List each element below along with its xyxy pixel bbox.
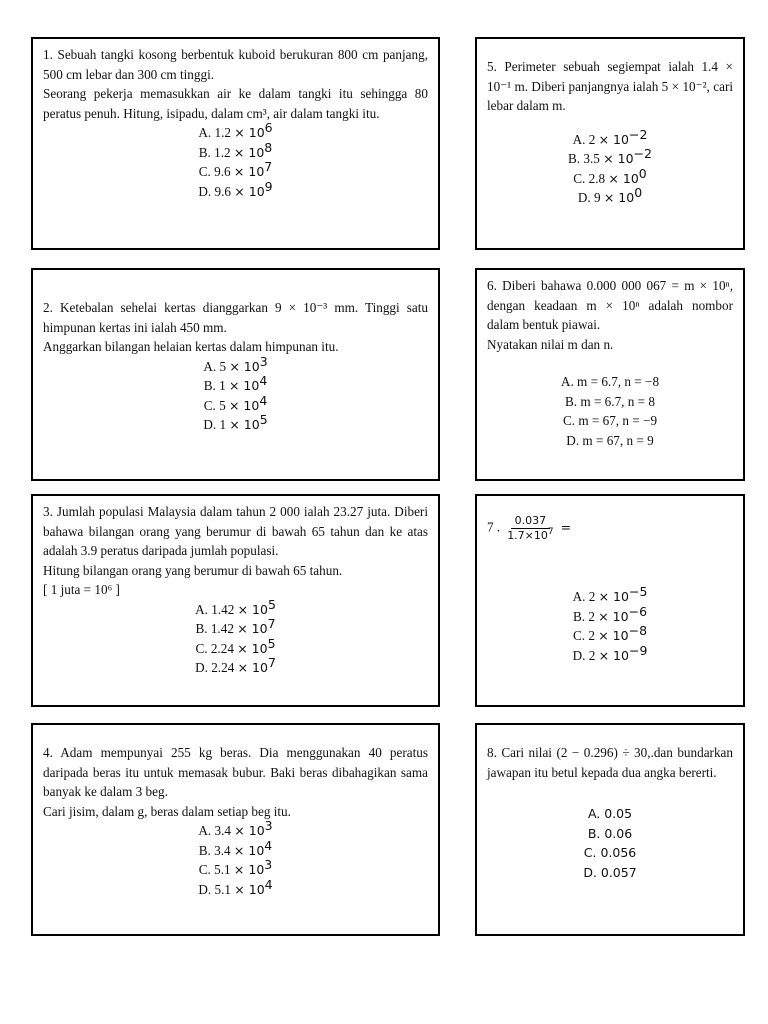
question-text: [487, 743, 733, 782]
fraction-denominator: $1.7\times 10^7$: [507, 527, 554, 542]
option-d[interactable]: D. $9.6 \times 10^9$: [198, 178, 273, 199]
question-line: 3. Jumlah populasi Malaysia dalam tahun 2 000 ialah 23.27 juta. Diberi bahawa bilangan orang yang berumur di bawah 65 tahun dan ke atas adalah 3.9 peratus daripada jumlah populasi.: [43, 504, 428, 558]
option-c[interactable]: C. $5.1 \times 10^3$: [198, 857, 273, 877]
option-d[interactable]: D. $1 \times 10^5$: [203, 412, 268, 432]
question-text: [487, 57, 733, 116]
option-b[interactable]: B. m = 6.7, n = 8: [565, 393, 655, 409]
question-card-4: [31, 723, 440, 936]
question-line: [ 1 juta = 10⁶ ]: [43, 582, 120, 597]
question-text: [43, 298, 428, 357]
option-d[interactable]: D. $9 \times 10^0$: [577, 185, 643, 205]
question-text: [43, 45, 428, 123]
option-a[interactable]: A. $2 \times 10^{-5}$: [572, 584, 648, 604]
option-a[interactable]: A. $1.42 \times 10^5$: [195, 596, 276, 617]
question-text: [487, 514, 733, 543]
question-line: 1. Sebuah tangki kosong berbentuk kuboid berukuran 800 cm panjang, 500 cm lebar dan 300 cm tinggi.: [43, 47, 428, 82]
option-b[interactable]: B. $3.4 \times 10^4$: [198, 837, 273, 858]
option-a[interactable]: A. $3.4 \times 10^3$: [198, 818, 273, 838]
question-card-7: [475, 494, 745, 707]
question-card-6: [475, 268, 745, 481]
question-card-8: [475, 723, 745, 936]
option-b[interactable]: B. $2 \times 10^{-6}$: [572, 603, 648, 624]
question-line: 2. Ketebalan sehelai kertas dianggarkan 9 × 10⁻³ mm. Tinggi satu himpunan kertas ini ialah 450 mm.: [43, 300, 428, 335]
option-b[interactable]: B. $1.2 \times 10^8$: [198, 139, 273, 160]
question-line: Seorang pekerja memasukkan air ke dalam tangki itu sehingga 80 peratus penuh. Hitung, isipadu, dalam cm³, air dalam tangki itu.: [43, 86, 428, 121]
option-b[interactable]: B. 0.06: [587, 825, 633, 841]
question-line: 5. Perimeter sebuah segiempat ialah 1.4 × 10⁻¹ m. Diberi panjangnya ialah 5 × 10⁻², cari lebar dalam m.: [487, 59, 733, 113]
question-line: 6. Diberi bahawa 0.000 000 067 = m × 10ⁿ, dengan keadaan m × 10ⁿ adalah nombor dalam bentuk piawai.: [487, 278, 733, 332]
option-d[interactable]: D. m = 67, n = 9: [566, 432, 654, 448]
option-a[interactable]: A. m = 6.7, n = −8: [560, 374, 660, 389]
question-card-1: [31, 37, 440, 250]
question-card-5: [475, 37, 745, 250]
option-d[interactable]: D. $2 \times 10^{-9}$: [572, 642, 648, 663]
question-card-2: [31, 268, 440, 481]
question-card-3: [31, 494, 440, 707]
option-d[interactable]: D. $5.1 \times 10^4$: [198, 876, 273, 897]
option-a[interactable]: A. $1.2 \times 10^6$: [198, 120, 273, 140]
equals-sign: =: [560, 519, 572, 535]
option-c[interactable]: C. $2 \times 10^{-8}$: [572, 623, 648, 643]
question-line: 4. Adam mempunyai 255 kg beras. Dia menggunakan 40 peratus daripada beras itu untuk memasak bubur. Baki beras dibahagikan sama banyak ke dalam 3 beg.: [43, 745, 428, 799]
question-text: [487, 276, 733, 354]
option-a[interactable]: A. $2 \times 10^{-2}$: [572, 126, 648, 147]
option-c[interactable]: C. $9.6 \times 10^7$: [198, 159, 273, 179]
question-line: Hitung bilangan orang yang berumur di bawah 65 tahun.: [43, 562, 343, 578]
option-d[interactable]: D. $2.24 \times 10^7$: [195, 655, 276, 675]
option-a[interactable]: A. $5 \times 10^3$: [203, 353, 268, 374]
option-c[interactable]: C. m = 67, n = −9: [562, 413, 658, 428]
question-line: Anggarkan bilangan helaian kertas dalam himpunan itu.: [43, 339, 339, 354]
option-b[interactable]: B. $1.42 \times 10^7$: [195, 616, 276, 636]
option-d[interactable]: D. 0.057: [583, 864, 637, 880]
option-a[interactable]: A. 0.05: [587, 806, 633, 821]
question-number: 7 .: [487, 519, 501, 535]
option-b[interactable]: B. $1 \times 10^4$: [203, 373, 268, 393]
option-c[interactable]: C. 0.056: [583, 845, 637, 860]
question-text: [43, 743, 428, 821]
option-b[interactable]: B. $3.5 \times 10^{-2}$: [568, 146, 652, 166]
option-c[interactable]: C. $2.24 \times 10^5$: [195, 635, 276, 656]
question-text: [43, 502, 428, 600]
question-line: Nyatakan nilai m dan n.: [487, 336, 614, 352]
option-c[interactable]: C. $2.8 \times 10^0$: [573, 165, 647, 186]
question-line: Cari jisim, dalam g, beras dalam setiap beg itu.: [43, 803, 291, 819]
fraction: [503, 514, 557, 543]
option-c[interactable]: C. $5 \times 10^4$: [203, 392, 268, 413]
question-line: 8. Cari nilai (2 − 0.296) ÷ 30,.dan bundarkan jawapan itu betul kepada dua angka bererti.: [487, 745, 733, 780]
fraction-numerator: 0.037: [511, 514, 551, 529]
